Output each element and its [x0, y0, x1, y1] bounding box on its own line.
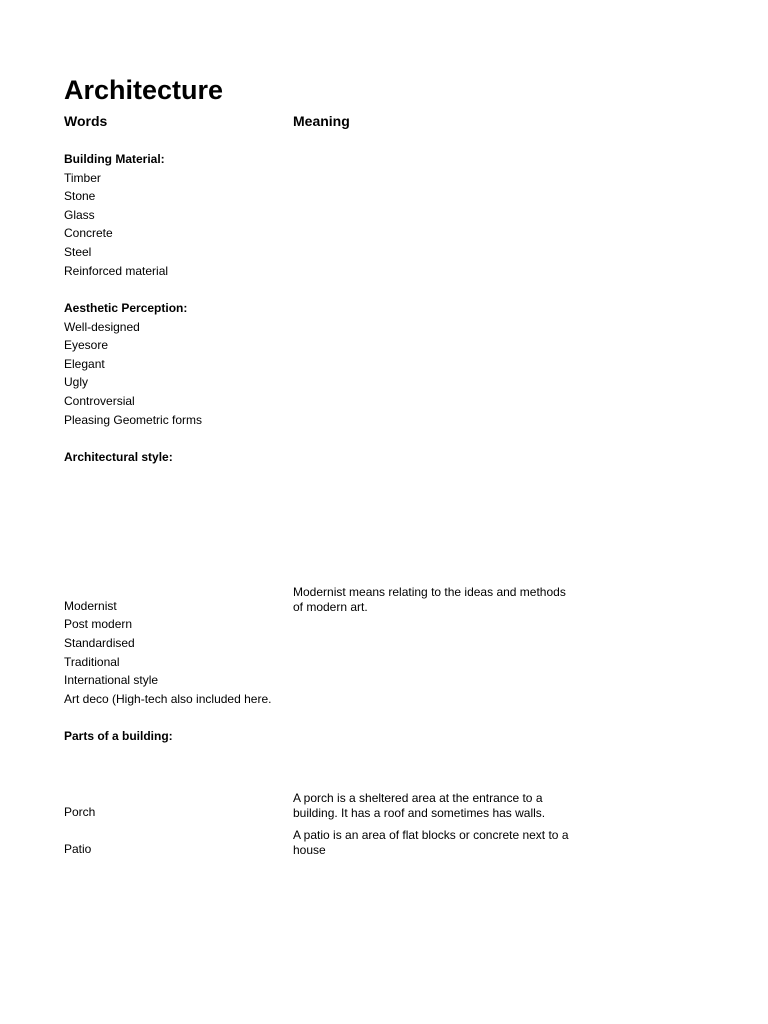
word-reinforced-material: Reinforced material — [64, 264, 169, 278]
meaning-patio: A patio is an area of flat blocks or concrete next to a house — [293, 828, 569, 857]
word-timber: Timber — [64, 171, 101, 185]
word-porch: Porch — [64, 805, 96, 819]
word-traditional: Traditional — [64, 655, 120, 669]
column-header-meaning: Meaning — [293, 113, 350, 129]
meaning-modernist: Modernist means relating to the ideas and methods of modern art. — [293, 585, 566, 614]
section-heading-aesthetic-perception: Aesthetic Perception: — [64, 301, 188, 315]
word-post-modern: Post modern — [64, 617, 133, 631]
word-well-designed: Well-designed — [64, 320, 140, 334]
word-pleasing-geometric-forms: Pleasing Geometric forms — [64, 413, 203, 427]
word-ugly: Ugly — [64, 375, 89, 389]
word-concrete: Concrete — [64, 226, 113, 240]
word-controversial: Controversial — [64, 394, 135, 408]
word-art-deco: Art deco (High-tech also included here. — [64, 692, 272, 706]
word-steel: Steel — [64, 245, 92, 259]
section-heading-parts-of-building: Parts of a building: — [64, 729, 173, 743]
meaning-porch: A porch is a sheltered area at the entrance to a building. It has a roof and sometimes has walls. — [293, 791, 546, 820]
word-stone: Stone — [64, 189, 96, 203]
word-standardised: Standardised — [64, 636, 135, 650]
section-heading-architectural-style: Architectural style: — [64, 450, 173, 464]
word-glass: Glass — [64, 208, 95, 222]
column-header-words: Words — [64, 113, 108, 129]
word-modernist: Modernist — [64, 599, 117, 613]
section-heading-building-material: Building Material: — [64, 152, 165, 166]
word-elegant: Elegant — [64, 357, 105, 371]
word-patio: Patio — [64, 842, 92, 856]
page-title: Architecture — [64, 75, 224, 105]
word-international-style: International style — [64, 673, 159, 687]
word-eyesore: Eyesore — [64, 338, 109, 352]
